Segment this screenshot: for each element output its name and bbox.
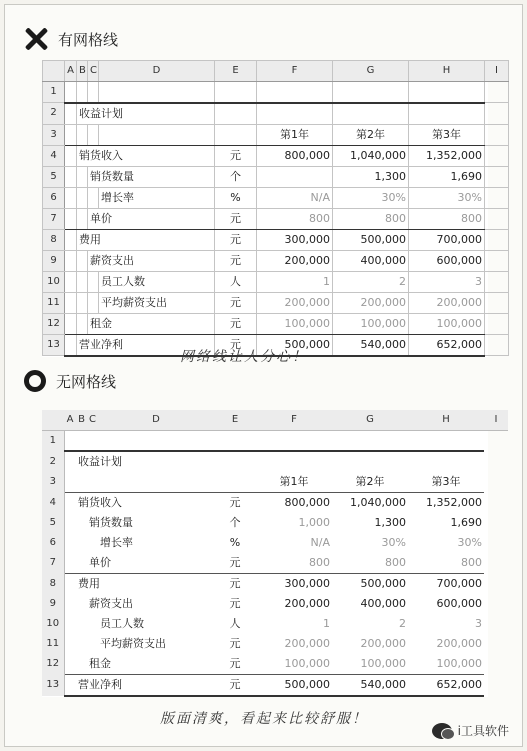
year3-cell[interactable] — [409, 103, 485, 125]
column-header-h[interactable]: H — [408, 410, 484, 431]
column-header-e[interactable]: E — [215, 61, 257, 82]
unit-cell[interactable]: 个 — [215, 166, 257, 187]
row-label[interactable]: 单价 — [87, 553, 214, 574]
cell-c[interactable] — [87, 472, 98, 493]
year1-cell[interactable]: N/A — [257, 187, 333, 208]
cell-i[interactable] — [484, 553, 508, 574]
cell-b[interactable] — [77, 271, 88, 292]
column-header-e[interactable]: E — [214, 410, 256, 431]
cross-icon — [24, 27, 48, 51]
row-label[interactable]: 租金 — [88, 313, 215, 334]
year1-cell[interactable] — [257, 103, 333, 125]
year3-cell[interactable]: 1,352,000 — [426, 496, 482, 509]
year1-cell[interactable]: 300,000 — [257, 229, 333, 250]
year2-cell[interactable] — [333, 82, 409, 103]
corner-cell[interactable] — [43, 61, 65, 82]
unit-cell[interactable]: 元 — [229, 637, 241, 650]
row-label[interactable]: 租金 — [87, 654, 214, 675]
year1-cell[interactable]: 500,000 — [257, 334, 333, 356]
year2-cell[interactable]: 1,040,000 — [350, 496, 406, 509]
cell-b[interactable] — [77, 187, 88, 208]
unit-cell[interactable]: 元 — [215, 313, 257, 334]
row-header[interactable]: 8 — [43, 229, 65, 250]
cell-i[interactable] — [485, 313, 509, 334]
year2-cell[interactable] — [332, 431, 408, 452]
cell-b[interactable] — [77, 292, 88, 313]
year1-cell[interactable]: 200,000 — [284, 637, 330, 650]
year3-cell[interactable]: 3 — [475, 617, 482, 630]
table-row — [43, 82, 509, 103]
row-label[interactable]: 收益计划 — [78, 455, 122, 468]
unit-cell[interactable]: 人 — [215, 271, 257, 292]
cell-a[interactable] — [65, 82, 77, 103]
row-header[interactable]: 7 — [43, 208, 65, 229]
year1-cell[interactable]: 200,000 — [257, 292, 333, 313]
unit-cell[interactable]: 元 — [229, 496, 241, 509]
year3-cell[interactable] — [408, 431, 484, 452]
cell-i[interactable] — [485, 208, 509, 229]
row-header[interactable]: 3 — [43, 124, 65, 145]
section-title-text: 有网格线 — [58, 30, 119, 49]
watermark — [432, 722, 509, 739]
table-row — [43, 313, 509, 334]
cell-a[interactable] — [65, 292, 77, 313]
cell-b[interactable] — [76, 594, 87, 614]
corner-cell[interactable] — [42, 410, 64, 431]
year3-cell[interactable]: 3 — [409, 271, 485, 292]
row-header[interactable]: 4 — [42, 493, 64, 514]
row-header[interactable]: 11 — [42, 634, 64, 654]
cell-a[interactable] — [65, 313, 77, 334]
cell-a[interactable] — [65, 250, 77, 271]
year2-cell[interactable]: 400,000 — [333, 250, 409, 271]
cell-i[interactable] — [484, 533, 508, 553]
table-row — [42, 654, 508, 675]
row-header[interactable]: 9 — [42, 594, 64, 614]
row-label[interactable]: 销货收入 — [77, 145, 215, 166]
cell-a[interactable] — [65, 271, 77, 292]
row-header[interactable]: 10 — [42, 614, 64, 634]
year3-cell[interactable]: 200,000 — [409, 292, 485, 313]
cell-c[interactable] — [88, 292, 99, 313]
row-label[interactable]: 销货收入 — [78, 496, 122, 509]
unit-cell[interactable]: 元 — [214, 654, 256, 675]
table-row — [42, 614, 508, 634]
year1-cell[interactable]: N/A — [310, 536, 330, 549]
year1-cell[interactable]: 100,000 — [256, 654, 332, 675]
cell-i[interactable] — [484, 472, 508, 493]
row-label[interactable]: 销货数量 — [89, 516, 133, 529]
table-row — [43, 292, 509, 313]
unit-cell[interactable]: 元 — [229, 577, 241, 590]
row-label[interactable]: 薪资支出 — [88, 250, 215, 271]
row-header[interactable]: 2 — [43, 103, 65, 125]
row-header[interactable]: 12 — [42, 654, 64, 675]
year3-cell[interactable]: 652,000 — [408, 675, 484, 697]
unit-cell[interactable]: 元 — [215, 250, 257, 271]
cell-a[interactable] — [65, 103, 77, 125]
column-header-i[interactable]: I — [485, 61, 509, 82]
row-label[interactable]: 营业净利 — [76, 675, 214, 697]
caption-nogrid: 版面清爽，看起来比较舒服！ — [160, 711, 368, 727]
row-header[interactable]: 1 — [43, 82, 65, 103]
cell-c[interactable] — [87, 614, 98, 634]
row-header[interactable]: 6 — [43, 187, 65, 208]
cell-i[interactable] — [484, 451, 508, 472]
column-header-b[interactable]: B — [77, 61, 88, 82]
unit-cell[interactable]: 个 — [229, 516, 241, 529]
cell-b[interactable] — [76, 533, 87, 553]
year3-cell[interactable]: 652,000 — [409, 334, 485, 356]
year2-cell[interactable]: 30% — [381, 536, 406, 549]
year3-cell[interactable]: 1,690 — [450, 516, 482, 529]
row-header[interactable]: 12 — [43, 313, 65, 334]
cell-a[interactable] — [64, 451, 76, 472]
unit-cell[interactable] — [215, 103, 257, 125]
row-label[interactable]: 平均薪资支出 — [100, 637, 166, 650]
year3-cell[interactable]: 800 — [408, 553, 484, 574]
year2-cell[interactable]: 400,000 — [360, 597, 406, 610]
unit-cell[interactable]: 人 — [229, 617, 241, 630]
year1-cell[interactable]: 1 — [323, 617, 330, 630]
cell-i[interactable] — [485, 187, 509, 208]
cell-b[interactable] — [77, 82, 88, 103]
row-label[interactable]: 平均薪资支出 — [99, 292, 215, 313]
wechat-icon — [432, 723, 452, 739]
cell-a[interactable] — [64, 493, 76, 514]
unit-cell[interactable] — [215, 124, 257, 145]
row-label[interactable]: 销货数量 — [88, 166, 215, 187]
cell-a[interactable] — [64, 594, 76, 614]
cell-c[interactable] — [87, 533, 98, 553]
cell-a[interactable] — [64, 533, 76, 553]
table-row — [42, 451, 508, 472]
row-label[interactable]: 营业净利 — [77, 334, 215, 356]
table-row — [43, 229, 509, 250]
unit-cell[interactable] — [215, 82, 257, 103]
row-header[interactable]: 8 — [42, 574, 64, 595]
cell-a[interactable] — [64, 431, 76, 452]
year3-cell[interactable]: 700,000 — [409, 229, 485, 250]
cell-i[interactable] — [485, 103, 509, 125]
year1-cell[interactable]: 1 — [257, 271, 333, 292]
table-row — [42, 513, 508, 533]
year3-cell[interactable] — [409, 82, 485, 103]
year2-cell[interactable]: 1,040,000 — [333, 145, 409, 166]
year2-cell[interactable]: 200,000 — [360, 637, 406, 650]
row-label[interactable]: 费用 — [78, 577, 100, 590]
unit-cell[interactable]: 元 — [215, 208, 257, 229]
cell-i[interactable] — [485, 292, 509, 313]
table-row — [43, 208, 509, 229]
table-row — [42, 533, 508, 553]
table-row — [43, 271, 509, 292]
cell-a[interactable] — [64, 553, 76, 574]
cell-i[interactable] — [484, 675, 508, 697]
cell-i[interactable] — [485, 145, 509, 166]
unit-cell[interactable]: 元 — [215, 334, 257, 356]
year1-cell[interactable]: 500,000 — [256, 675, 332, 697]
cell-i[interactable] — [485, 334, 509, 356]
column-header-i[interactable]: I — [484, 410, 508, 431]
row-header[interactable]: 10 — [43, 271, 65, 292]
cell-d[interactable] — [99, 82, 215, 103]
year3-cell[interactable]: 700,000 — [436, 577, 482, 590]
row-label[interactable]: 员工人数 — [99, 271, 215, 292]
circle-icon — [24, 370, 46, 392]
table-row — [42, 634, 508, 654]
cell-b[interactable] — [77, 124, 88, 145]
unit-cell[interactable]: 元 — [214, 553, 256, 574]
year2-cell[interactable]: 1,300 — [333, 166, 409, 187]
cell-i[interactable] — [484, 654, 508, 675]
cell-i[interactable] — [485, 166, 509, 187]
table-row — [42, 675, 508, 697]
row-header[interactable]: 6 — [42, 533, 64, 553]
unit-cell[interactable] — [214, 431, 256, 452]
year1-cell[interactable]: 800,000 — [257, 145, 333, 166]
row-label[interactable]: 薪资支出 — [89, 597, 133, 610]
row-header[interactable]: 9 — [43, 250, 65, 271]
cell-a[interactable] — [65, 208, 77, 229]
cell-a[interactable] — [65, 334, 77, 356]
year3-cell[interactable]: 100,000 — [408, 654, 484, 675]
cell-i[interactable] — [485, 229, 509, 250]
year2-cell[interactable]: 2 — [399, 617, 406, 630]
column-header-b[interactable]: B — [76, 410, 87, 431]
cell-i[interactable] — [484, 574, 508, 595]
table-row — [42, 574, 508, 595]
cell-a[interactable] — [64, 513, 76, 533]
year3-cell[interactable]: 30% — [409, 187, 485, 208]
cell-i[interactable] — [485, 271, 509, 292]
cell-a[interactable] — [64, 634, 76, 654]
column-header-a[interactable]: A — [65, 61, 77, 82]
row-label[interactable]: 员工人数 — [100, 617, 144, 630]
cell-a[interactable] — [64, 614, 76, 634]
row-header[interactable]: 5 — [43, 166, 65, 187]
cell-a[interactable] — [64, 472, 76, 493]
year1-cell[interactable]: 300,000 — [284, 577, 330, 590]
cell-b[interactable] — [76, 472, 87, 493]
year1-cell[interactable]: 第1年 — [256, 472, 332, 493]
table-row — [43, 103, 509, 125]
year1-cell[interactable]: 1,000 — [298, 516, 330, 529]
year1-cell[interactable]: 800 — [257, 208, 333, 229]
year1-cell[interactable]: 第1年 — [257, 124, 333, 145]
row-label[interactable]: 单价 — [88, 208, 215, 229]
year3-cell[interactable] — [408, 451, 484, 472]
row-header[interactable]: 5 — [42, 513, 64, 533]
section-title-grid — [24, 26, 118, 52]
column-header-d[interactable]: D — [98, 410, 214, 431]
row-header[interactable]: 11 — [43, 292, 65, 313]
section-title-text: 无网格线 — [56, 372, 117, 391]
row-header[interactable]: 13 — [43, 334, 65, 356]
cell-a[interactable] — [65, 229, 77, 250]
cell-a[interactable] — [65, 124, 77, 145]
year2-cell[interactable]: 第2年 — [333, 124, 409, 145]
cell-b[interactable] — [76, 431, 87, 452]
year3-cell[interactable]: 200,000 — [436, 637, 482, 650]
year2-cell[interactable]: 800 — [332, 553, 408, 574]
table-row — [42, 472, 508, 493]
year3-cell[interactable]: 1,352,000 — [409, 145, 485, 166]
year2-cell[interactable] — [333, 103, 409, 125]
year2-cell[interactable]: 100,000 — [333, 313, 409, 334]
cell-i[interactable] — [485, 250, 509, 271]
year3-cell[interactable]: 600,000 — [409, 250, 485, 271]
row-label[interactable]: 增长率 — [99, 187, 215, 208]
year3-cell[interactable]: 600,000 — [436, 597, 482, 610]
spreadsheet-with-grid — [42, 60, 498, 357]
table-row — [43, 250, 509, 271]
cell-b[interactable] — [76, 634, 87, 654]
cell-a[interactable] — [64, 574, 76, 595]
cell-i[interactable] — [484, 634, 508, 654]
year1-cell[interactable]: 100,000 — [257, 313, 333, 334]
year1-cell[interactable]: 200,000 — [284, 597, 330, 610]
column-header-d[interactable]: D — [99, 61, 215, 82]
year2-cell[interactable]: 100,000 — [332, 654, 408, 675]
year3-cell[interactable]: 第3年 — [409, 124, 485, 145]
year3-cell[interactable]: 1,690 — [409, 166, 485, 187]
cell-i[interactable] — [484, 594, 508, 614]
table-row — [43, 166, 509, 187]
table-row — [43, 187, 509, 208]
cell-b[interactable] — [77, 313, 88, 334]
unit-cell[interactable]: 元 — [215, 145, 257, 166]
column-header-g[interactable]: G — [332, 410, 408, 431]
table-row — [42, 431, 508, 452]
table-row — [42, 594, 508, 614]
section-title-nogrid — [24, 368, 116, 394]
year2-cell[interactable]: 200,000 — [333, 292, 409, 313]
cell-i[interactable] — [485, 124, 509, 145]
year1-cell[interactable]: 800 — [256, 553, 332, 574]
year2-cell[interactable]: 1,300 — [374, 516, 406, 529]
cell-a[interactable] — [65, 166, 77, 187]
cell-a[interactable] — [65, 145, 77, 166]
year1-cell[interactable] — [256, 451, 332, 472]
unit-cell[interactable] — [214, 472, 256, 493]
year2-cell[interactable]: 30% — [333, 187, 409, 208]
spreadsheet-without-grid — [42, 410, 498, 697]
row-header[interactable]: 4 — [43, 145, 65, 166]
row-header[interactable]: 1 — [42, 431, 64, 452]
cell-a[interactable] — [64, 675, 76, 697]
year2-cell[interactable] — [332, 451, 408, 472]
year3-cell[interactable]: 第3年 — [408, 472, 484, 493]
row-header[interactable]: 2 — [42, 451, 64, 472]
cell-c[interactable] — [88, 271, 99, 292]
cell-c[interactable] — [87, 431, 98, 452]
year2-cell[interactable]: 2 — [333, 271, 409, 292]
cell-c[interactable] — [88, 124, 99, 145]
year3-cell[interactable]: 100,000 — [409, 313, 485, 334]
year1-cell[interactable] — [257, 166, 333, 187]
year3-cell[interactable]: 800 — [409, 208, 485, 229]
cell-d[interactable] — [98, 472, 214, 493]
cell-i[interactable] — [484, 431, 508, 452]
row-label[interactable]: 增长率 — [100, 536, 133, 549]
year2-cell[interactable]: 500,000 — [333, 229, 409, 250]
table-row — [42, 493, 508, 514]
cell-d[interactable] — [98, 431, 214, 452]
year1-cell[interactable]: 800,000 — [284, 496, 330, 509]
table-row — [43, 145, 509, 166]
year2-cell[interactable]: 540,000 — [333, 334, 409, 356]
watermark-text: i工具软件 — [457, 724, 509, 738]
cell-c[interactable] — [88, 187, 99, 208]
cell-b[interactable] — [77, 166, 88, 187]
year1-cell[interactable]: 200,000 — [257, 250, 333, 271]
year2-cell[interactable]: 500,000 — [360, 577, 406, 590]
unit-cell[interactable]: 元 — [214, 675, 256, 697]
cell-b[interactable] — [76, 513, 87, 533]
column-header-c[interactable]: C — [87, 410, 98, 431]
cell-b[interactable] — [77, 208, 88, 229]
year2-cell[interactable]: 第2年 — [332, 472, 408, 493]
unit-cell[interactable] — [214, 451, 256, 472]
column-header-h[interactable]: H — [409, 61, 485, 82]
unit-cell[interactable]: 元 — [215, 229, 257, 250]
cell-i[interactable] — [485, 82, 509, 103]
column-header-g[interactable]: G — [333, 61, 409, 82]
cell-b[interactable] — [76, 553, 87, 574]
year1-cell[interactable] — [257, 82, 333, 103]
column-header-f[interactable]: F — [256, 410, 332, 431]
cell-c[interactable] — [88, 82, 99, 103]
column-header-f[interactable]: F — [257, 61, 333, 82]
row-label[interactable]: 收益计划 — [77, 103, 215, 125]
cell-a[interactable] — [65, 187, 77, 208]
caption-grid: 网络线让人分心！ — [180, 349, 308, 365]
unit-cell[interactable]: 元 — [229, 597, 241, 610]
table-row — [42, 553, 508, 574]
row-header[interactable]: 3 — [42, 472, 64, 493]
year3-cell[interactable]: 30% — [457, 536, 482, 549]
year2-cell[interactable]: 800 — [333, 208, 409, 229]
year2-cell[interactable]: 540,000 — [332, 675, 408, 697]
table-row — [43, 124, 509, 145]
column-header-c[interactable]: C — [88, 61, 99, 82]
row-header[interactable]: 7 — [42, 553, 64, 574]
row-header[interactable]: 13 — [42, 675, 64, 697]
cell-b[interactable] — [76, 654, 87, 675]
year1-cell[interactable] — [256, 431, 332, 452]
cell-b[interactable] — [76, 614, 87, 634]
unit-cell[interactable]: % — [229, 536, 241, 549]
cell-i[interactable] — [484, 614, 508, 634]
unit-cell[interactable]: % — [215, 187, 257, 208]
cell-a[interactable] — [64, 654, 76, 675]
cell-d[interactable] — [99, 124, 215, 145]
cell-b[interactable] — [77, 250, 88, 271]
unit-cell[interactable]: 元 — [215, 292, 257, 313]
column-header-a[interactable]: A — [64, 410, 76, 431]
row-label[interactable]: 费用 — [77, 229, 215, 250]
cell-i[interactable] — [484, 493, 508, 514]
cell-i[interactable] — [484, 513, 508, 533]
cell-c[interactable] — [87, 634, 98, 654]
